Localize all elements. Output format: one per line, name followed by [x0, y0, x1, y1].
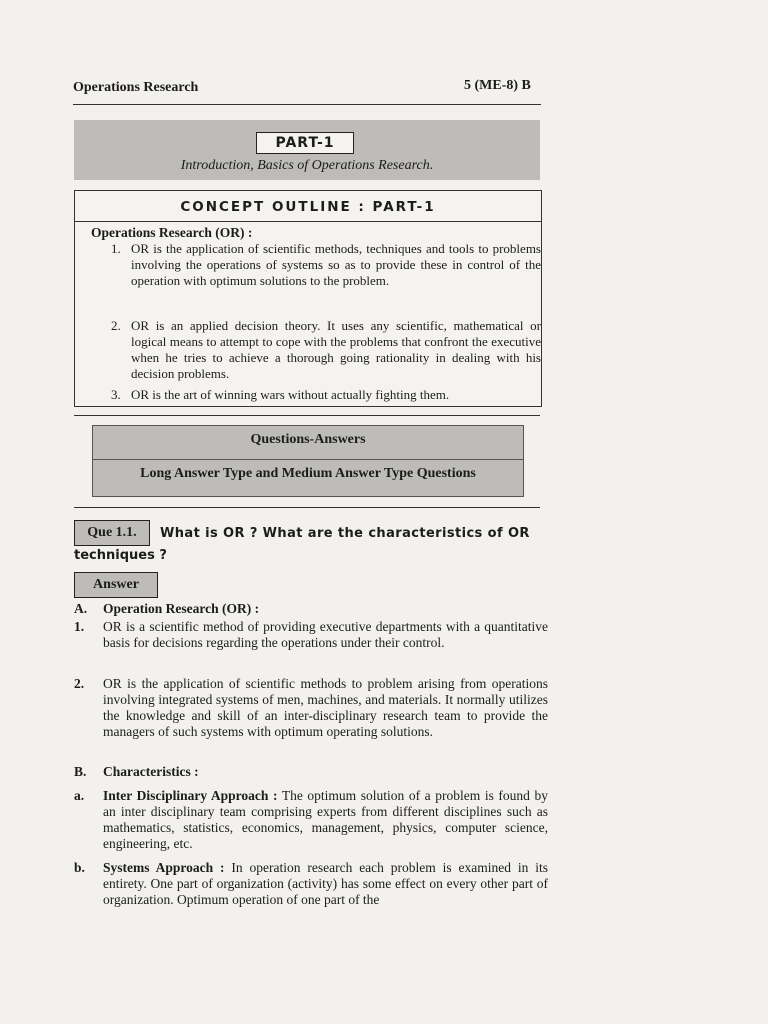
section-marker: B.	[74, 764, 87, 779]
item-text: OR is the application of scientific methods to problem arising from operations involving integrated systems of men, machines, and materials. It normally utilizes the knowledge and skill of an inter-disciplinary research team to provide the managers of such systems with optimum operating solutions.	[103, 676, 548, 739]
part-subtitle: Introduction, Basics of Operations Research.	[180, 158, 434, 173]
questions-answers-banner	[92, 425, 524, 497]
qa-subtitle: Long Answer Type and Medium Answer Type Questions	[140, 466, 476, 481]
qa-divider	[93, 459, 523, 460]
concept-heading: Operations Research (OR) :	[91, 225, 253, 240]
item-marker: a.	[74, 788, 85, 803]
concept-item-number: 2.	[111, 318, 121, 333]
running-header-title: Operations Research	[73, 80, 199, 95]
concept-item-text: OR is the application of scientific methods, techniques and tools to problems involving the operations of systems so as to provide these in control of the operation with optimum solutions to the problem.	[131, 241, 541, 288]
item-text: The optimum solution of a problem is found by an inter disciplinary team comprising experts from different disciplines such as mathematics, statistics, economics, management, physics, computer science, engineering, etc.	[103, 788, 548, 851]
concept-item-text: OR is the art of winning wars without actually fighting them.	[131, 387, 450, 402]
section-heading: Characteristics :	[103, 764, 199, 779]
answer-tag: Answer	[74, 572, 158, 598]
concept-outline-box	[74, 190, 542, 407]
concept-item-number: 3.	[111, 387, 121, 402]
concept-item-text: OR is an applied decision theory. It uses any scientific, mathematical or logical means to attempt to cope with the problems that confront the executive when he tries to achieve a thorough going rationality in dealing with his decision problems.	[131, 318, 541, 381]
part-banner	[74, 120, 540, 180]
item-body	[103, 788, 548, 852]
item-heading: Inter Disciplinary Approach :	[103, 788, 278, 803]
header-rule	[73, 104, 541, 105]
item-body	[103, 860, 548, 908]
question-text-continued: techniques ?	[74, 548, 167, 563]
item-number: 1.	[74, 619, 85, 634]
section-heading: Operation Research (OR) :	[103, 601, 260, 616]
section-marker: A.	[74, 601, 88, 616]
item-text: In operation research each problem is examined in its entirety. One part of organization (activity) has some effect on every other part of organization. Optimum operation of one part of the	[103, 860, 548, 907]
item-heading: Systems Approach :	[103, 860, 225, 875]
item-text: OR is a scientific method of providing executive departments with a quantitative basis for decisions regarding the operations under their control.	[103, 619, 548, 650]
part-label: PART-1	[256, 132, 354, 154]
item-number: 2.	[74, 676, 85, 691]
running-header-code: 5 (ME-8) B	[464, 78, 531, 93]
question-number-tag: Que 1.1.	[74, 520, 150, 546]
section-rule	[74, 507, 540, 508]
question-text: What is OR ? What are the characteristics of OR	[160, 526, 530, 541]
concept-outline-title: CONCEPT OUTLINE : PART-1	[75, 191, 541, 222]
qa-title: Questions-Answers	[250, 432, 366, 447]
item-marker: b.	[74, 860, 85, 875]
concept-item-number: 1.	[111, 241, 121, 256]
section-rule	[74, 415, 540, 416]
